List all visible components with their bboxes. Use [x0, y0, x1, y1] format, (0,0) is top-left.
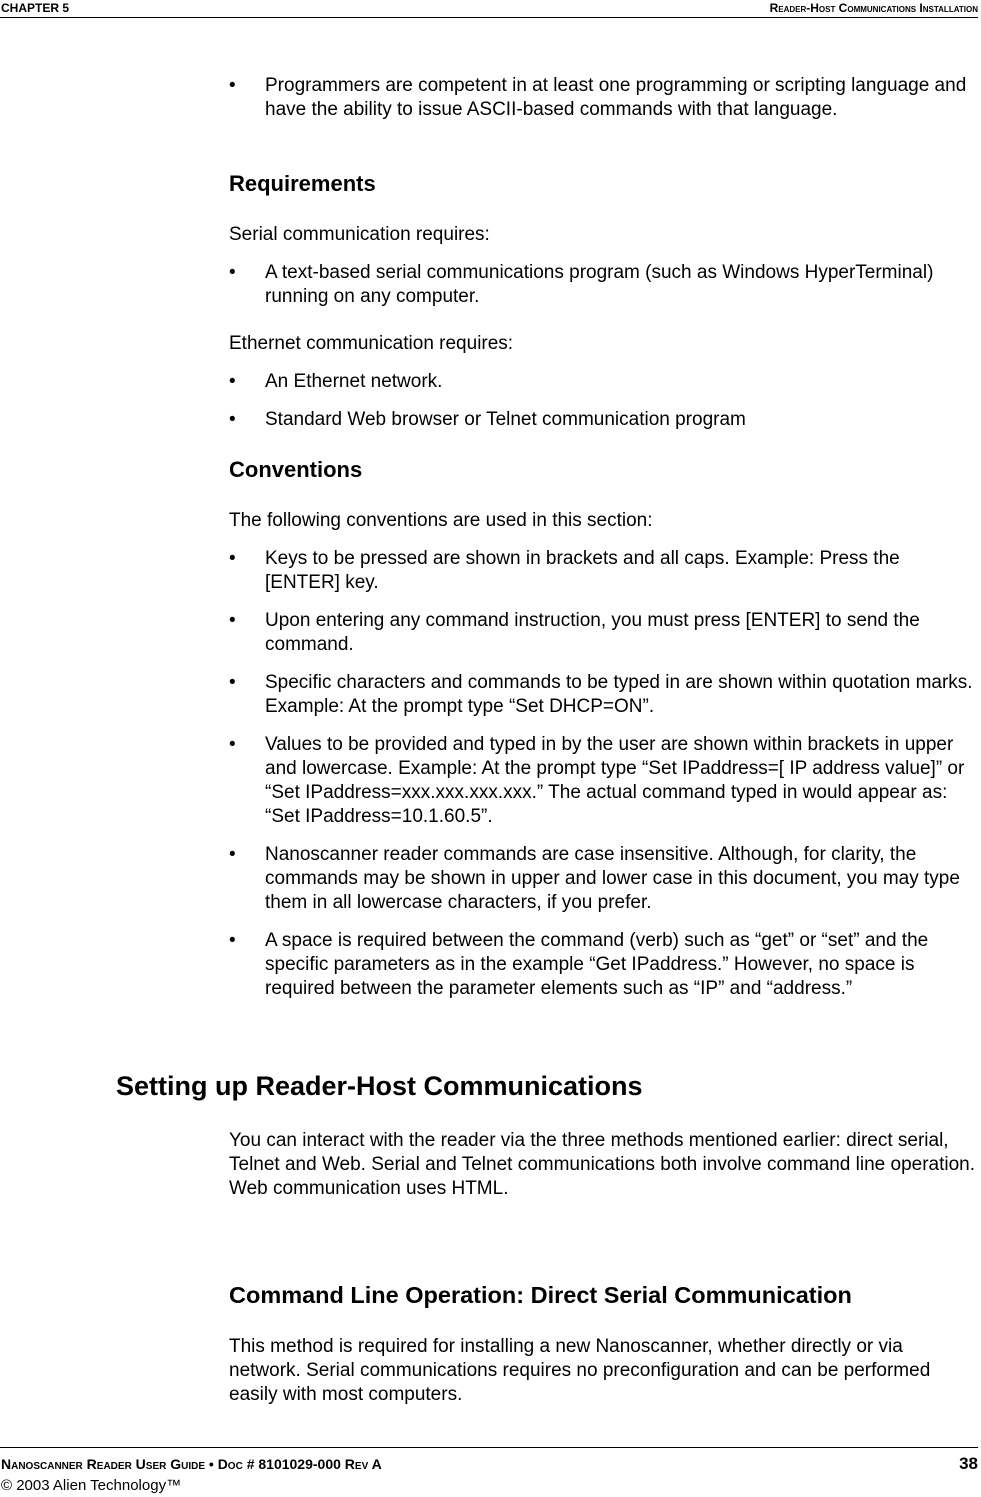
- list-item-text: A text-based serial communications program (such as Windows HyperTerminal) running on any computer.: [265, 262, 934, 307]
- bullet-icon: •: [229, 610, 236, 631]
- list-item-text: Nanoscanner reader commands are case insensitive. Although, for clarity, the commands may be shown in upper and lower case in this document, you may type them in all lowercase characters, if you prefer.: [265, 844, 960, 913]
- page-number: 38: [959, 1454, 978, 1473]
- list-item: [229, 408, 974, 432]
- heading-setting-up: Setting up Reader-Host Communications: [116, 1071, 643, 1101]
- bullet-icon: •: [229, 409, 236, 430]
- footer-title: Nanoscanner Reader User Guide • Doc # 8101029-000 Rev A: [1, 1456, 382, 1472]
- list-item: [229, 929, 974, 1001]
- list-item: [229, 261, 974, 309]
- list-item-text: Standard Web browser or Telnet communication program: [265, 409, 746, 430]
- list-item-text: Specific characters and commands to be typed in are shown within quotation marks. Example: At the prompt type “Set DHCP=ON”.: [265, 672, 973, 717]
- bullet-icon: •: [229, 672, 236, 693]
- bullet-icon: •: [229, 75, 236, 96]
- paragraph: Ethernet communication requires:: [229, 333, 514, 354]
- heading-requirements: Requirements: [229, 171, 376, 196]
- list-item-text: Keys to be pressed are shown in brackets and all caps. Example: Press the [ENTER] key.: [265, 548, 900, 593]
- list-item-text: Values to be provided and typed in by the user are shown within brackets in upper and lowercase. Example: At the prompt type “Set IPaddress=[ IP address value]” or “Set IPaddress=xxx.xxx.xxx.xxx.” The actual command typed in would appear as: “Set IPaddress=10.1.60.5”.: [265, 734, 965, 827]
- bullet-icon: •: [229, 371, 236, 392]
- list-item: [229, 547, 974, 595]
- bullet-icon: •: [229, 262, 236, 283]
- heading-command-line: Command Line Operation: Direct Serial Communication: [229, 1282, 852, 1308]
- bullet-icon: •: [229, 734, 236, 755]
- bullet-icon: •: [229, 548, 236, 569]
- list-item-text: Programmers are competent in at least one programming or scripting language and have the ability to issue ASCII-based commands with that language.: [265, 75, 967, 120]
- list-item: [229, 609, 974, 657]
- list-item: [229, 733, 974, 829]
- list-item: [229, 843, 974, 915]
- paragraph: The following conventions are used in this section:: [229, 510, 653, 531]
- list-item: [229, 370, 974, 394]
- section-title: Reader-Host Communications Installation: [769, 1, 978, 15]
- bullet-icon: •: [229, 930, 236, 951]
- list-item-text: A space is required between the command (verb) such as “get” or “set” and the specific parameters as in the example “Get IPaddress.” However, no space is required between the parameter elements such as “IP” and “address.”: [265, 930, 929, 999]
- page-header: [0, 0, 978, 18]
- page-footer: [0, 1447, 978, 1494]
- chapter-label: CHAPTER 5: [1, 1, 70, 15]
- list-item-text: An Ethernet network.: [265, 371, 443, 392]
- copyright: © 2003 Alien Technology™: [1, 1477, 182, 1494]
- bullet-icon: •: [229, 844, 236, 865]
- paragraph: You can interact with the reader via the three methods mentioned earlier: direct serial, Telnet and Web. Serial and Telnet communications both involve command line operation. Web communication uses HTML.: [229, 1130, 976, 1199]
- paragraph: This method is required for installing a new Nanoscanner, whether directly or via network. Serial communications requires no preconfiguration and can be performed easily with most computers.: [229, 1336, 931, 1405]
- paragraph: Serial communication requires:: [229, 224, 490, 245]
- heading-conventions: Conventions: [229, 457, 363, 482]
- list-item: [229, 671, 974, 719]
- list-item-text: Upon entering any command instruction, you must press [ENTER] to send the command.: [265, 610, 920, 655]
- list-item: [229, 74, 974, 122]
